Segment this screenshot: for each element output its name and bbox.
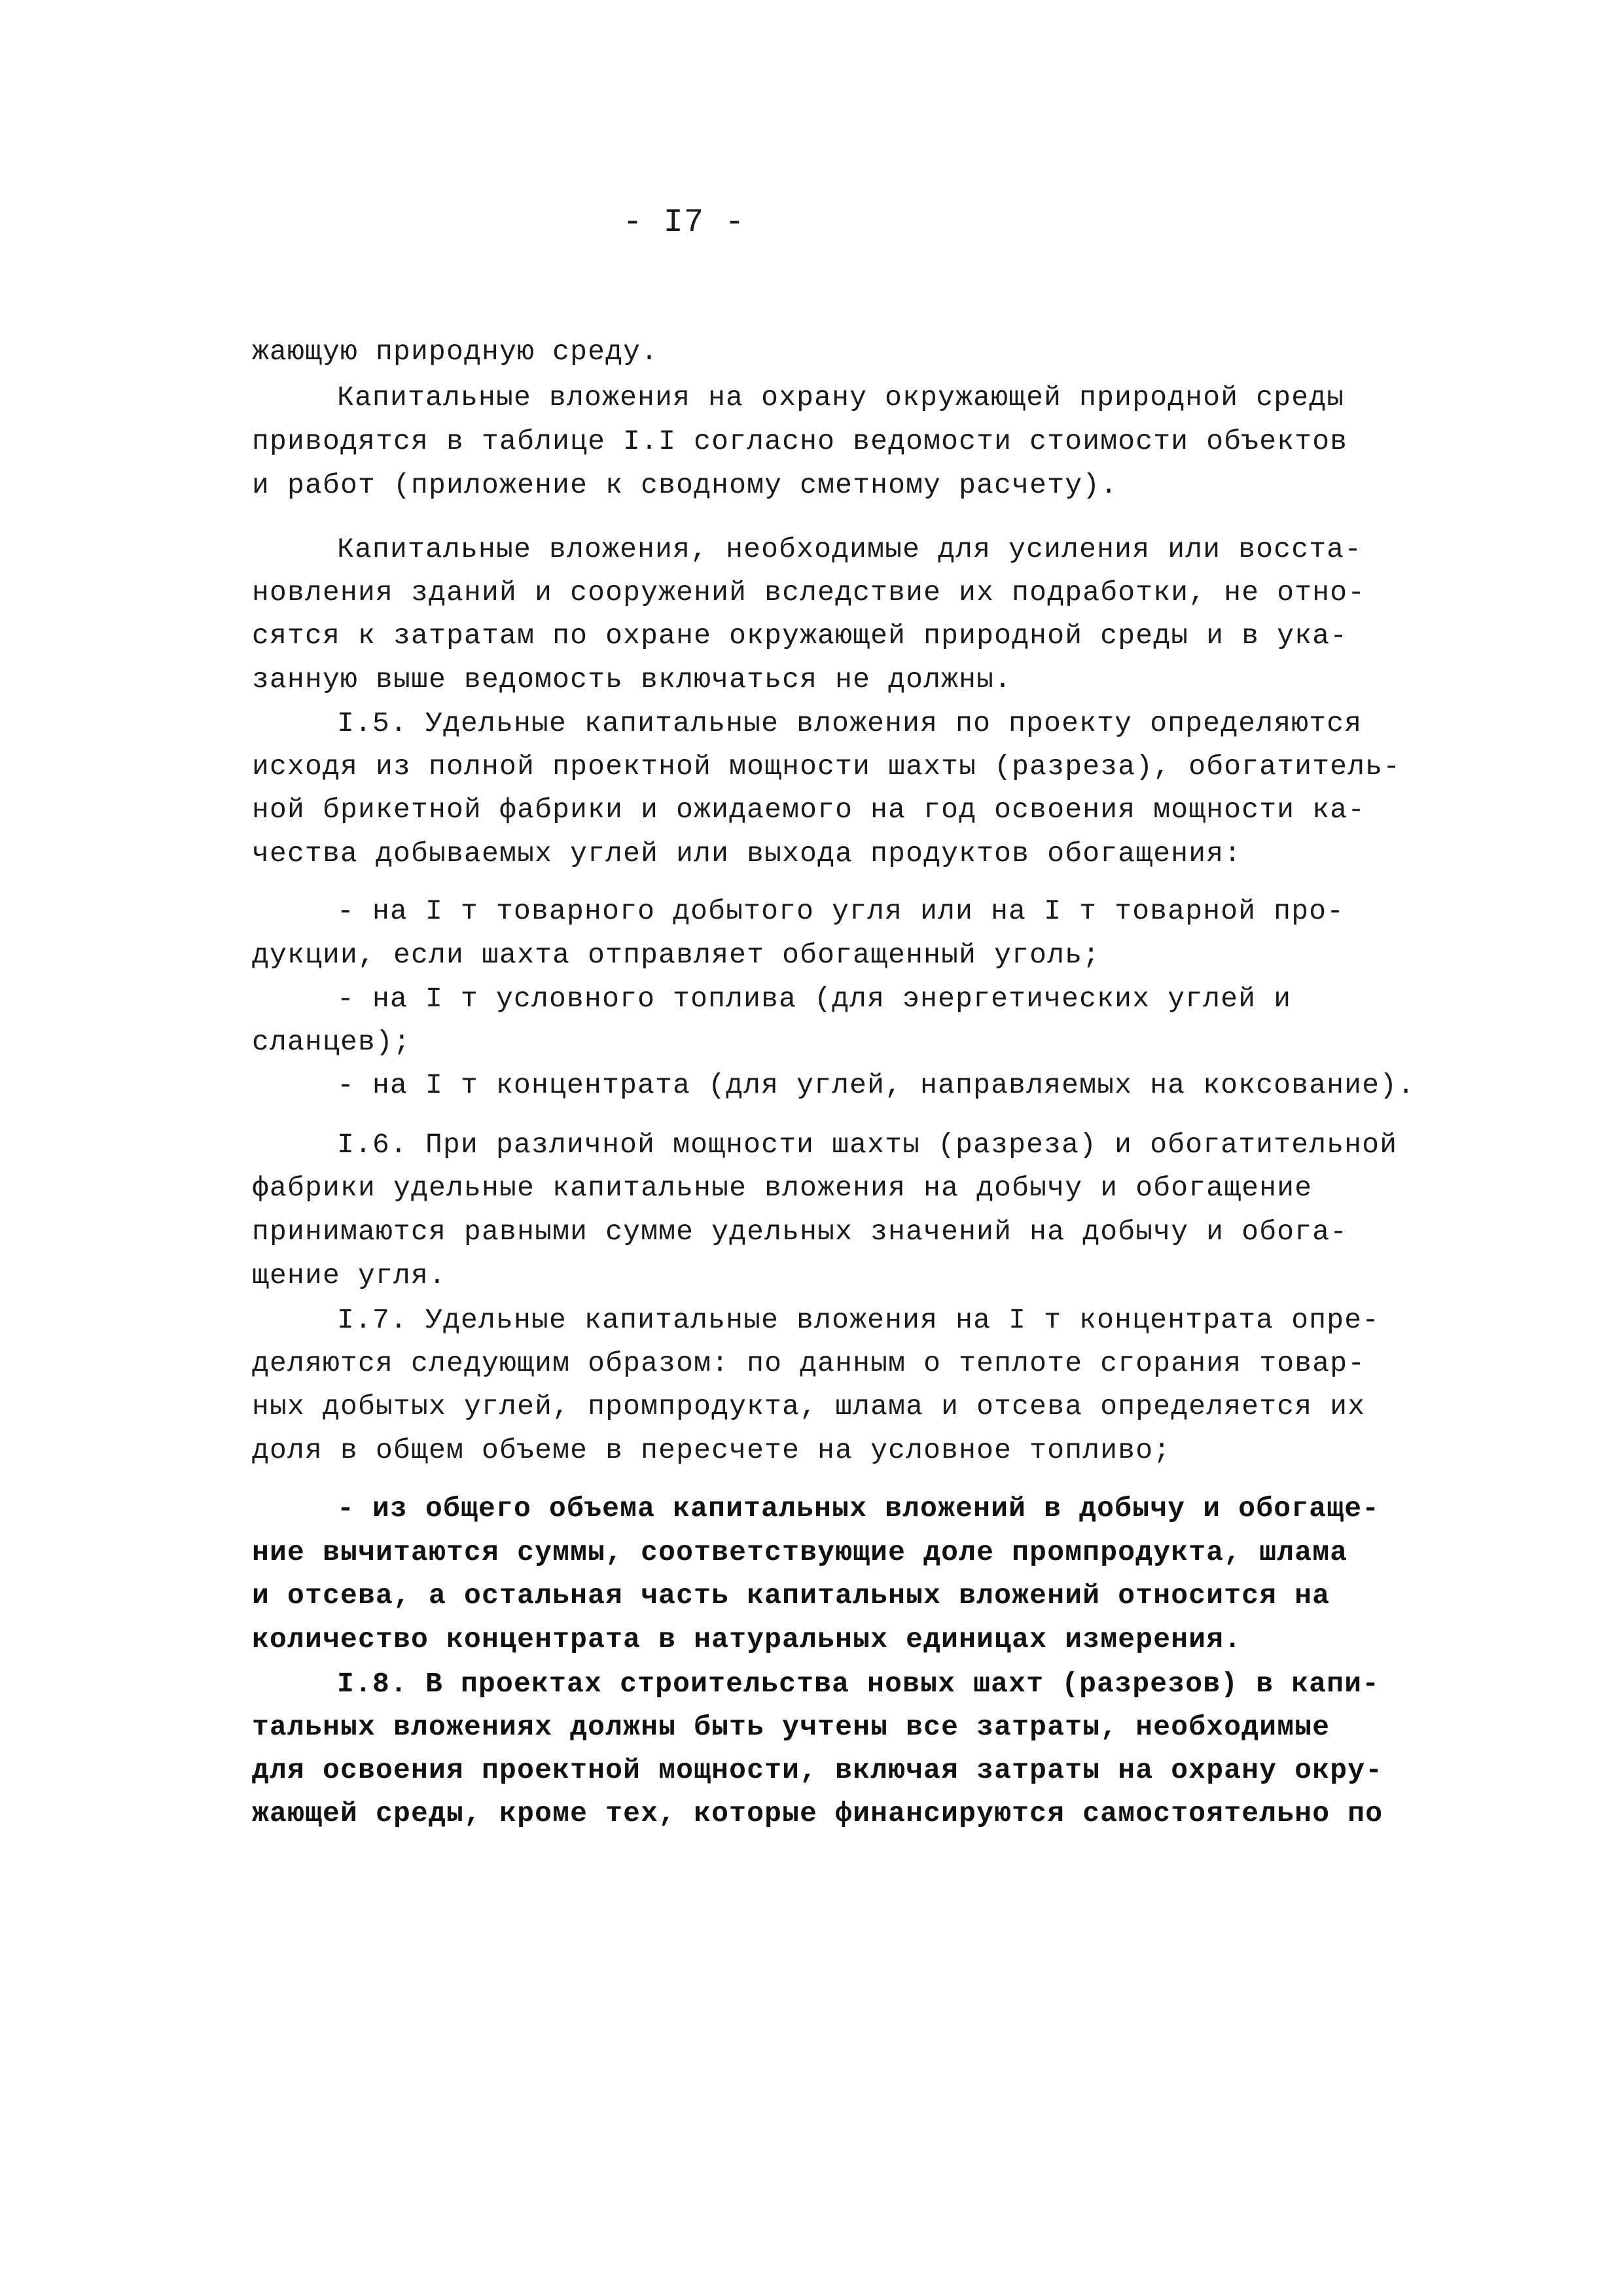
- text-line-1: жающую природную среду.: [252, 336, 659, 368]
- text-line-9: I.5. Удельные капитальные вложения по проекту определяются: [337, 707, 1363, 739]
- text-line-8: занную выше ведомость включаться не должны.: [252, 663, 1012, 696]
- text-line-7: сятся к затратам по охране окружающей природной среды и в ука-: [252, 620, 1348, 652]
- text-line-10: исходя из полной проектной мощности шахты (разреза), обогатитель-: [252, 751, 1401, 783]
- text-line-31: тальных вложениях должны быть учтены все затраты, необходимые: [252, 1711, 1330, 1743]
- page-number: - I7 -: [622, 204, 745, 241]
- text-line-14: дукции, если шахта отправляет обогащенный уголь;: [252, 939, 1101, 971]
- text-line-26: - из общего объема капитальных вложений в добычу и обогаще-: [337, 1492, 1380, 1525]
- text-line-4: и работ (приложение к сводному сметному расчету).: [252, 469, 1118, 501]
- text-line-12: чества добываемых углей или выхода продуктов обогащения:: [252, 838, 1242, 870]
- text-line-24: ных добытых углей, промпродукта, шлама и отсева определяется их: [252, 1390, 1366, 1422]
- text-line-15: - на I т условного топлива (для энергетических углей и: [337, 983, 1292, 1015]
- text-line-33: жающей среды, кроме тех, которые финансируются самостоятельно по: [252, 1797, 1383, 1829]
- text-line-29: количество концентрата в натуральных единицах измерения.: [252, 1623, 1242, 1655]
- text-line-27: ние вычитаются суммы, соответствующие доле промпродукта, шлама: [252, 1536, 1348, 1568]
- text-line-17: - на I т концентрата (для углей, направляемых на коксование).: [337, 1069, 1416, 1101]
- text-line-13: - на I т товарного добытого угля или на I т товарной про-: [337, 895, 1345, 927]
- text-line-3: приводятся в таблице I.I согласно ведомости стоимости объектов: [252, 425, 1348, 457]
- text-line-11: ной брикетной фабрики и ожидаемого на год освоения мощности ка-: [252, 794, 1366, 826]
- text-line-28: и отсева, а остальная часть капитальных вложений относится на: [252, 1580, 1330, 1612]
- text-line-6: новления зданий и сооружений вследствие их подработки, не отно-: [252, 576, 1366, 609]
- text-line-25: доля в общем объеме в пересчете на условное топливо;: [252, 1434, 1171, 1466]
- text-line-19: фабрики удельные капитальные вложения на добычу и обогащение: [252, 1172, 1313, 1204]
- text-line-16: сланцев);: [252, 1026, 412, 1058]
- text-line-2: Капитальные вложения на охрану окружающей природной среды: [337, 381, 1345, 414]
- text-line-32: для освоения проектной мощности, включая затраты на охрану окру-: [252, 1754, 1383, 1786]
- text-line-18: I.6. При различной мощности шахты (разреза) и обогатительной: [337, 1129, 1398, 1161]
- text-line-5: Капитальные вложения, необходимые для усиления или восста-: [337, 533, 1363, 565]
- text-line-30: I.8. В проектах строительства новых шахт (разрезов) в капи-: [337, 1668, 1380, 1700]
- text-line-20: принимаются равными сумме удельных значений на добычу и обога-: [252, 1216, 1348, 1248]
- text-line-21: щение угля.: [252, 1260, 447, 1292]
- text-line-23: деляются следующим образом: по данным о теплоте сгорания товар-: [252, 1347, 1366, 1379]
- text-line-22: I.7. Удельные капитальные вложения на I т концентрата опре-: [337, 1304, 1380, 1336]
